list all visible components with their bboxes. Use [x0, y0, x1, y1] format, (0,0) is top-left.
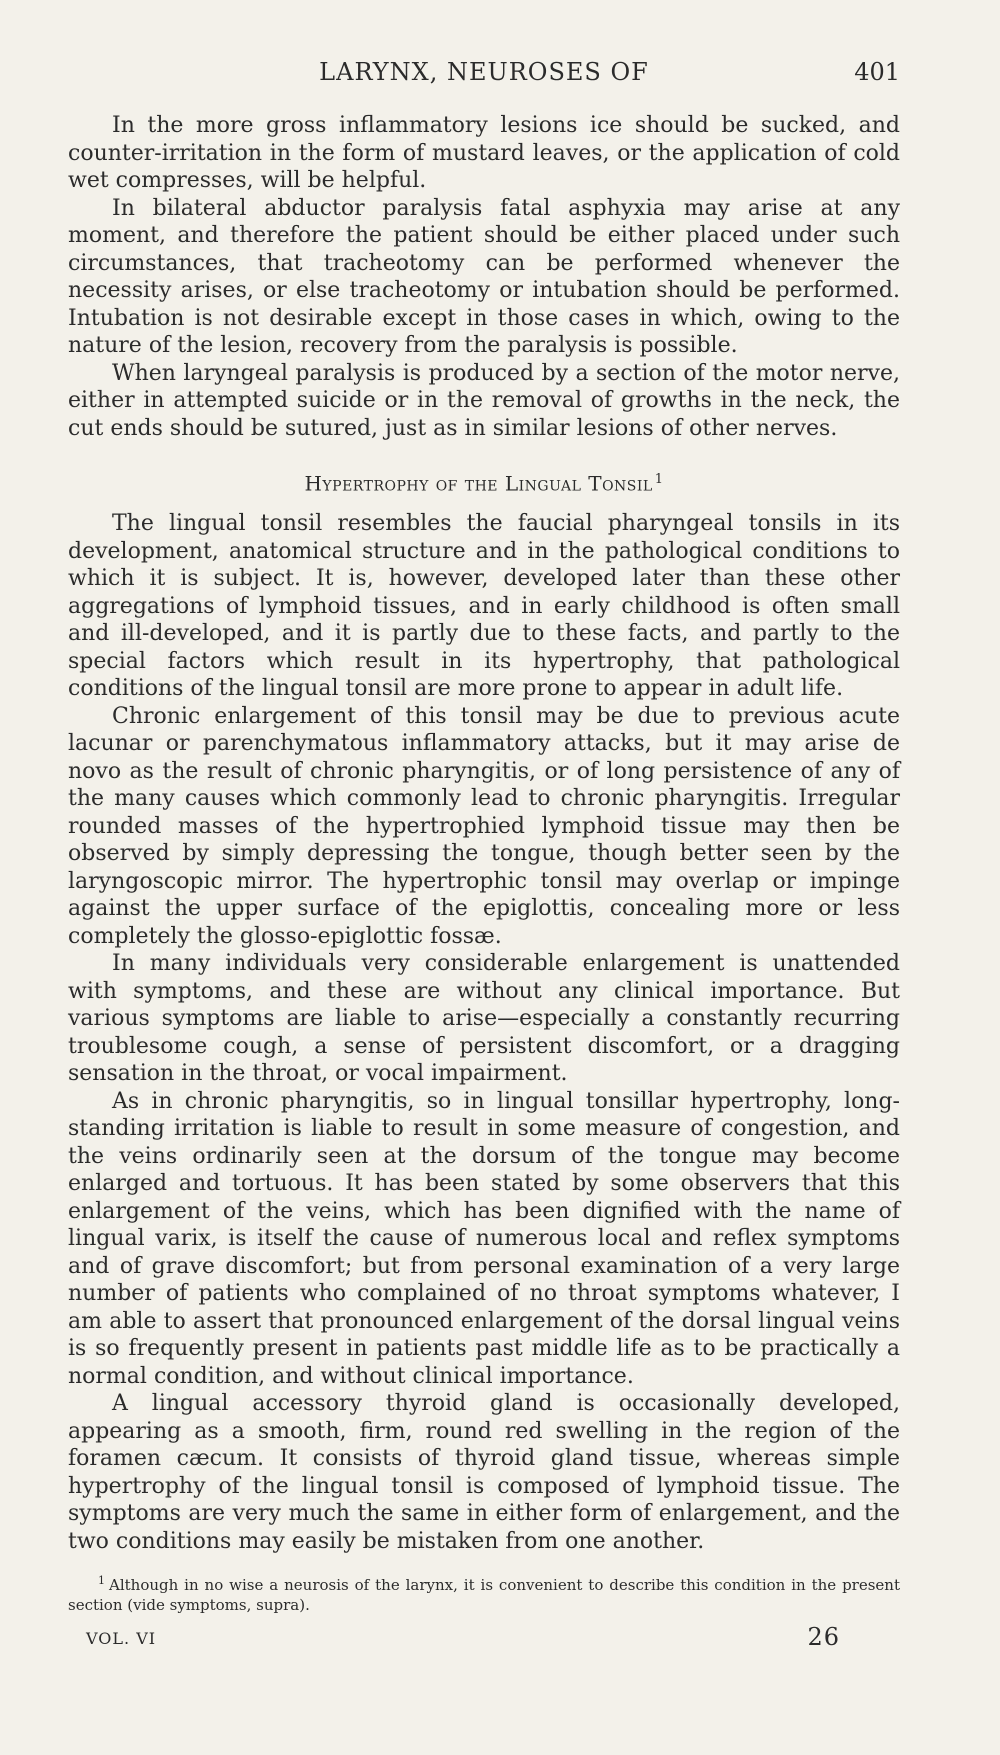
- footnote-mark: 1: [98, 1574, 105, 1588]
- volume-label: VOL. VI: [86, 1629, 157, 1648]
- section-heading: [68, 466, 900, 498]
- section-footnote-mark: 1: [654, 472, 664, 487]
- page-number: 401: [854, 58, 900, 86]
- paragraph-lingual-tonsil-development: The lingual tonsil resembles the faucial pharyngeal tonsils in its development, anatomical structure and in the pathological conditions to which it is subject. It is, however, developed later than these other aggregations of lymphoid tissues, and in early childhood is often small and ill-developed, and it is partly due to these facts, and partly to the special factors which result in its hypertrophy, that pathological conditions of the lingual tonsil are more prone to appear in adult life.: [68, 511, 900, 702]
- paragraph-symptoms: In many individuals very considerable enlargement is unattended with symptoms, and these are without any clinical importance. But various symptoms are liable to arise—especially a constantly recurring troublesome cough, a sense of persistent discomfort, or a dragging sensation in the throat, or vocal impairment.: [68, 951, 900, 1087]
- paragraph-lingual-varix: As in chronic pharyngitis, so in lingual tonsillar hypertrophy, long-standing irritation is liable to result in some measure of congestion, and the veins ordinarily seen at the dorsum of the tongue may become enlarged and tortuous. It has been stated by some observers that this enlargement of the veins, which has been dignified with the name of lingual varix, is itself the cause of numerous local and reflex symptoms and of grave discomfort; but from personal examination of a very large number of patients who complained of no throat symptoms whatever, I am able to assert that pronounced enlargement of the dorsal lingual veins is so frequently present in patients past middle life as to be practically a normal condition, and without clinical importance.: [68, 1088, 900, 1389]
- signature-mark: 26: [807, 1623, 840, 1651]
- footnote-text: Although in no wise a neurosis of the larynx, it is convenient to describe this condition in the present section (vide symptoms, supra).: [68, 1576, 900, 1615]
- paragraph-counter-irritation: In the more gross inflammatory lesions ice should be sucked, and counter-irritation in the form of mustard leaves, or the application of cold wet compresses, will be helpful.: [68, 113, 900, 193]
- page-footer: [86, 1623, 840, 1661]
- paragraph-accessory-thyroid: A lingual accessory thyroid gland is occasionally developed, appearing as a smooth, firm, round red swelling in the region of the foramen cæcum. It consists of thyroid gland tissue, whereas simple hypertrophy of the lingual tonsil is composed of lymphoid tissue. The symptoms are very much the same in either form of enlargement, and the two conditions may easily be mistaken from one another.: [68, 1391, 900, 1554]
- running-head: [68, 58, 900, 94]
- section-heading-text: Hypertrophy of the Lingual Tonsil: [304, 471, 653, 496]
- body-text: [68, 112, 900, 1615]
- paragraph-motor-nerve-section: When laryngeal paralysis is produced by a section of the motor nerve, either in attempted suicide or in the removal of growths in the neck, the cut ends should be sutured, just as in similar lesions of other nerves.: [68, 360, 900, 441]
- paragraph-bilateral-paralysis: In bilateral abductor paralysis fatal asphyxia may arise at any moment, and therefore the patient should be either placed under such circumstances, that tracheotomy can be performed whenever the necessity arises, or else tracheotomy or intubation should be performed. Intubation is not desirable except in those cases in which, owing to the nature of the lesion, recovery from the paralysis is possible.: [68, 195, 900, 358]
- footnote: [68, 1571, 900, 1615]
- paragraph-chronic-enlargement: Chronic enlargement of this tonsil may be due to previous acute lacunar or parenchymatous inflammatory attacks, but it may arise de novo as the result of chronic pharyngitis, or of long persistence of any of the many causes which commonly lead to chronic pharyngitis. Irregular rounded masses of the hypertrophied lymphoid tissue may then be observed by simply depressing the tongue, though better seen by the laryngoscopic mirror. The hypertrophic tonsil may overlap or impinge against the upper surface of the epiglottis, concealing more or less completely the glosso-epiglottic fossæ.: [68, 703, 900, 949]
- running-title: LARYNX, NEUROSES OF: [319, 58, 649, 86]
